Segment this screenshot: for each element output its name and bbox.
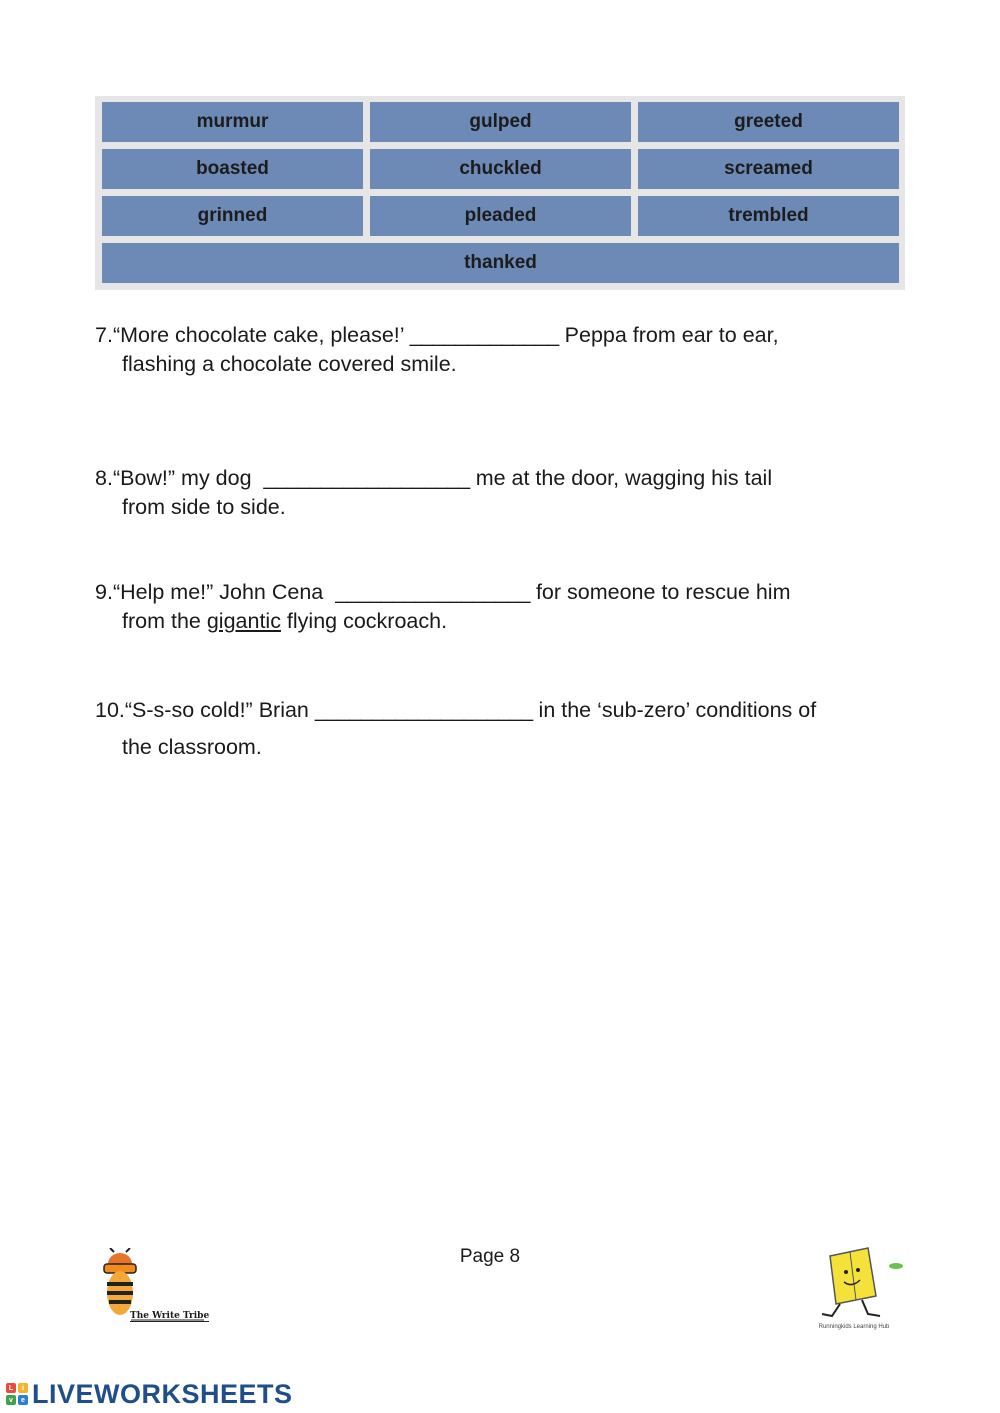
question-text: “Help me!” John Cena <box>112 580 336 604</box>
word-bank-cell: chuckled <box>370 149 631 189</box>
question-7 <box>95 321 915 379</box>
word-bank-cell: murmur <box>102 102 363 142</box>
answer-blank[interactable]: ___________________ <box>314 698 533 722</box>
question-number: 10. <box>95 698 125 722</box>
question-8 <box>95 464 915 522</box>
word-bank <box>95 96 905 290</box>
question-text: from the <box>122 609 207 633</box>
question-text-line2: the classroom. <box>122 735 262 759</box>
question-text: “Bow!” my dog <box>112 466 264 490</box>
learning-hub-logo-text: Runningkids Learning Hub <box>818 1324 890 1330</box>
answer-blank[interactable]: __________________ <box>263 466 470 490</box>
question-text: flying cockroach. <box>280 609 448 633</box>
question-number: 7. <box>95 323 113 347</box>
question-10 <box>95 692 915 766</box>
question-text: for someone to rescue him <box>529 580 791 604</box>
liveworksheets-text: LIVEWORKSHEETS <box>32 1378 293 1409</box>
write-tribe-logo-text: The Write Tribe <box>130 1311 210 1321</box>
question-text-line2 <box>95 607 915 636</box>
word-bank-cell: trembled <box>638 196 899 236</box>
word-bank-cell: greeted <box>638 102 899 142</box>
word-bank-cell: thanked <box>102 243 899 283</box>
word-bank-cell: screamed <box>638 149 899 189</box>
answer-blank[interactable]: _____________ <box>409 323 559 347</box>
liveworksheets-brand[interactable] <box>6 1379 293 1409</box>
word-bank-cell: gulped <box>370 102 631 142</box>
question-text: “More chocolate cake, please!’ <box>112 323 410 347</box>
word-bank-cell: boasted <box>102 149 363 189</box>
question-number: 9. <box>95 580 113 604</box>
question-text: “S-s-so cold!” Brian <box>124 698 315 722</box>
question-number: 8. <box>95 466 113 490</box>
question-text: in the ‘sub-zero’ conditions of <box>532 698 817 722</box>
underlined-word: gigantic <box>206 609 281 633</box>
question-9 <box>95 578 915 636</box>
question-text: me at the door, wagging his tail <box>469 466 773 490</box>
word-bank-cell: grinned <box>102 196 363 236</box>
answer-blank[interactable]: _________________ <box>335 580 530 604</box>
word-bank-cell: pleaded <box>370 196 631 236</box>
question-text-line2: from side to side. <box>122 495 286 519</box>
running-book-icon <box>810 1244 906 1324</box>
question-text-line2: flashing a chocolate covered smile. <box>122 352 457 376</box>
liveworksheets-icon: L i v e <box>6 1383 28 1405</box>
question-text: Peppa from ear to ear, <box>558 323 779 347</box>
page-number: Page 8 <box>459 1246 521 1267</box>
